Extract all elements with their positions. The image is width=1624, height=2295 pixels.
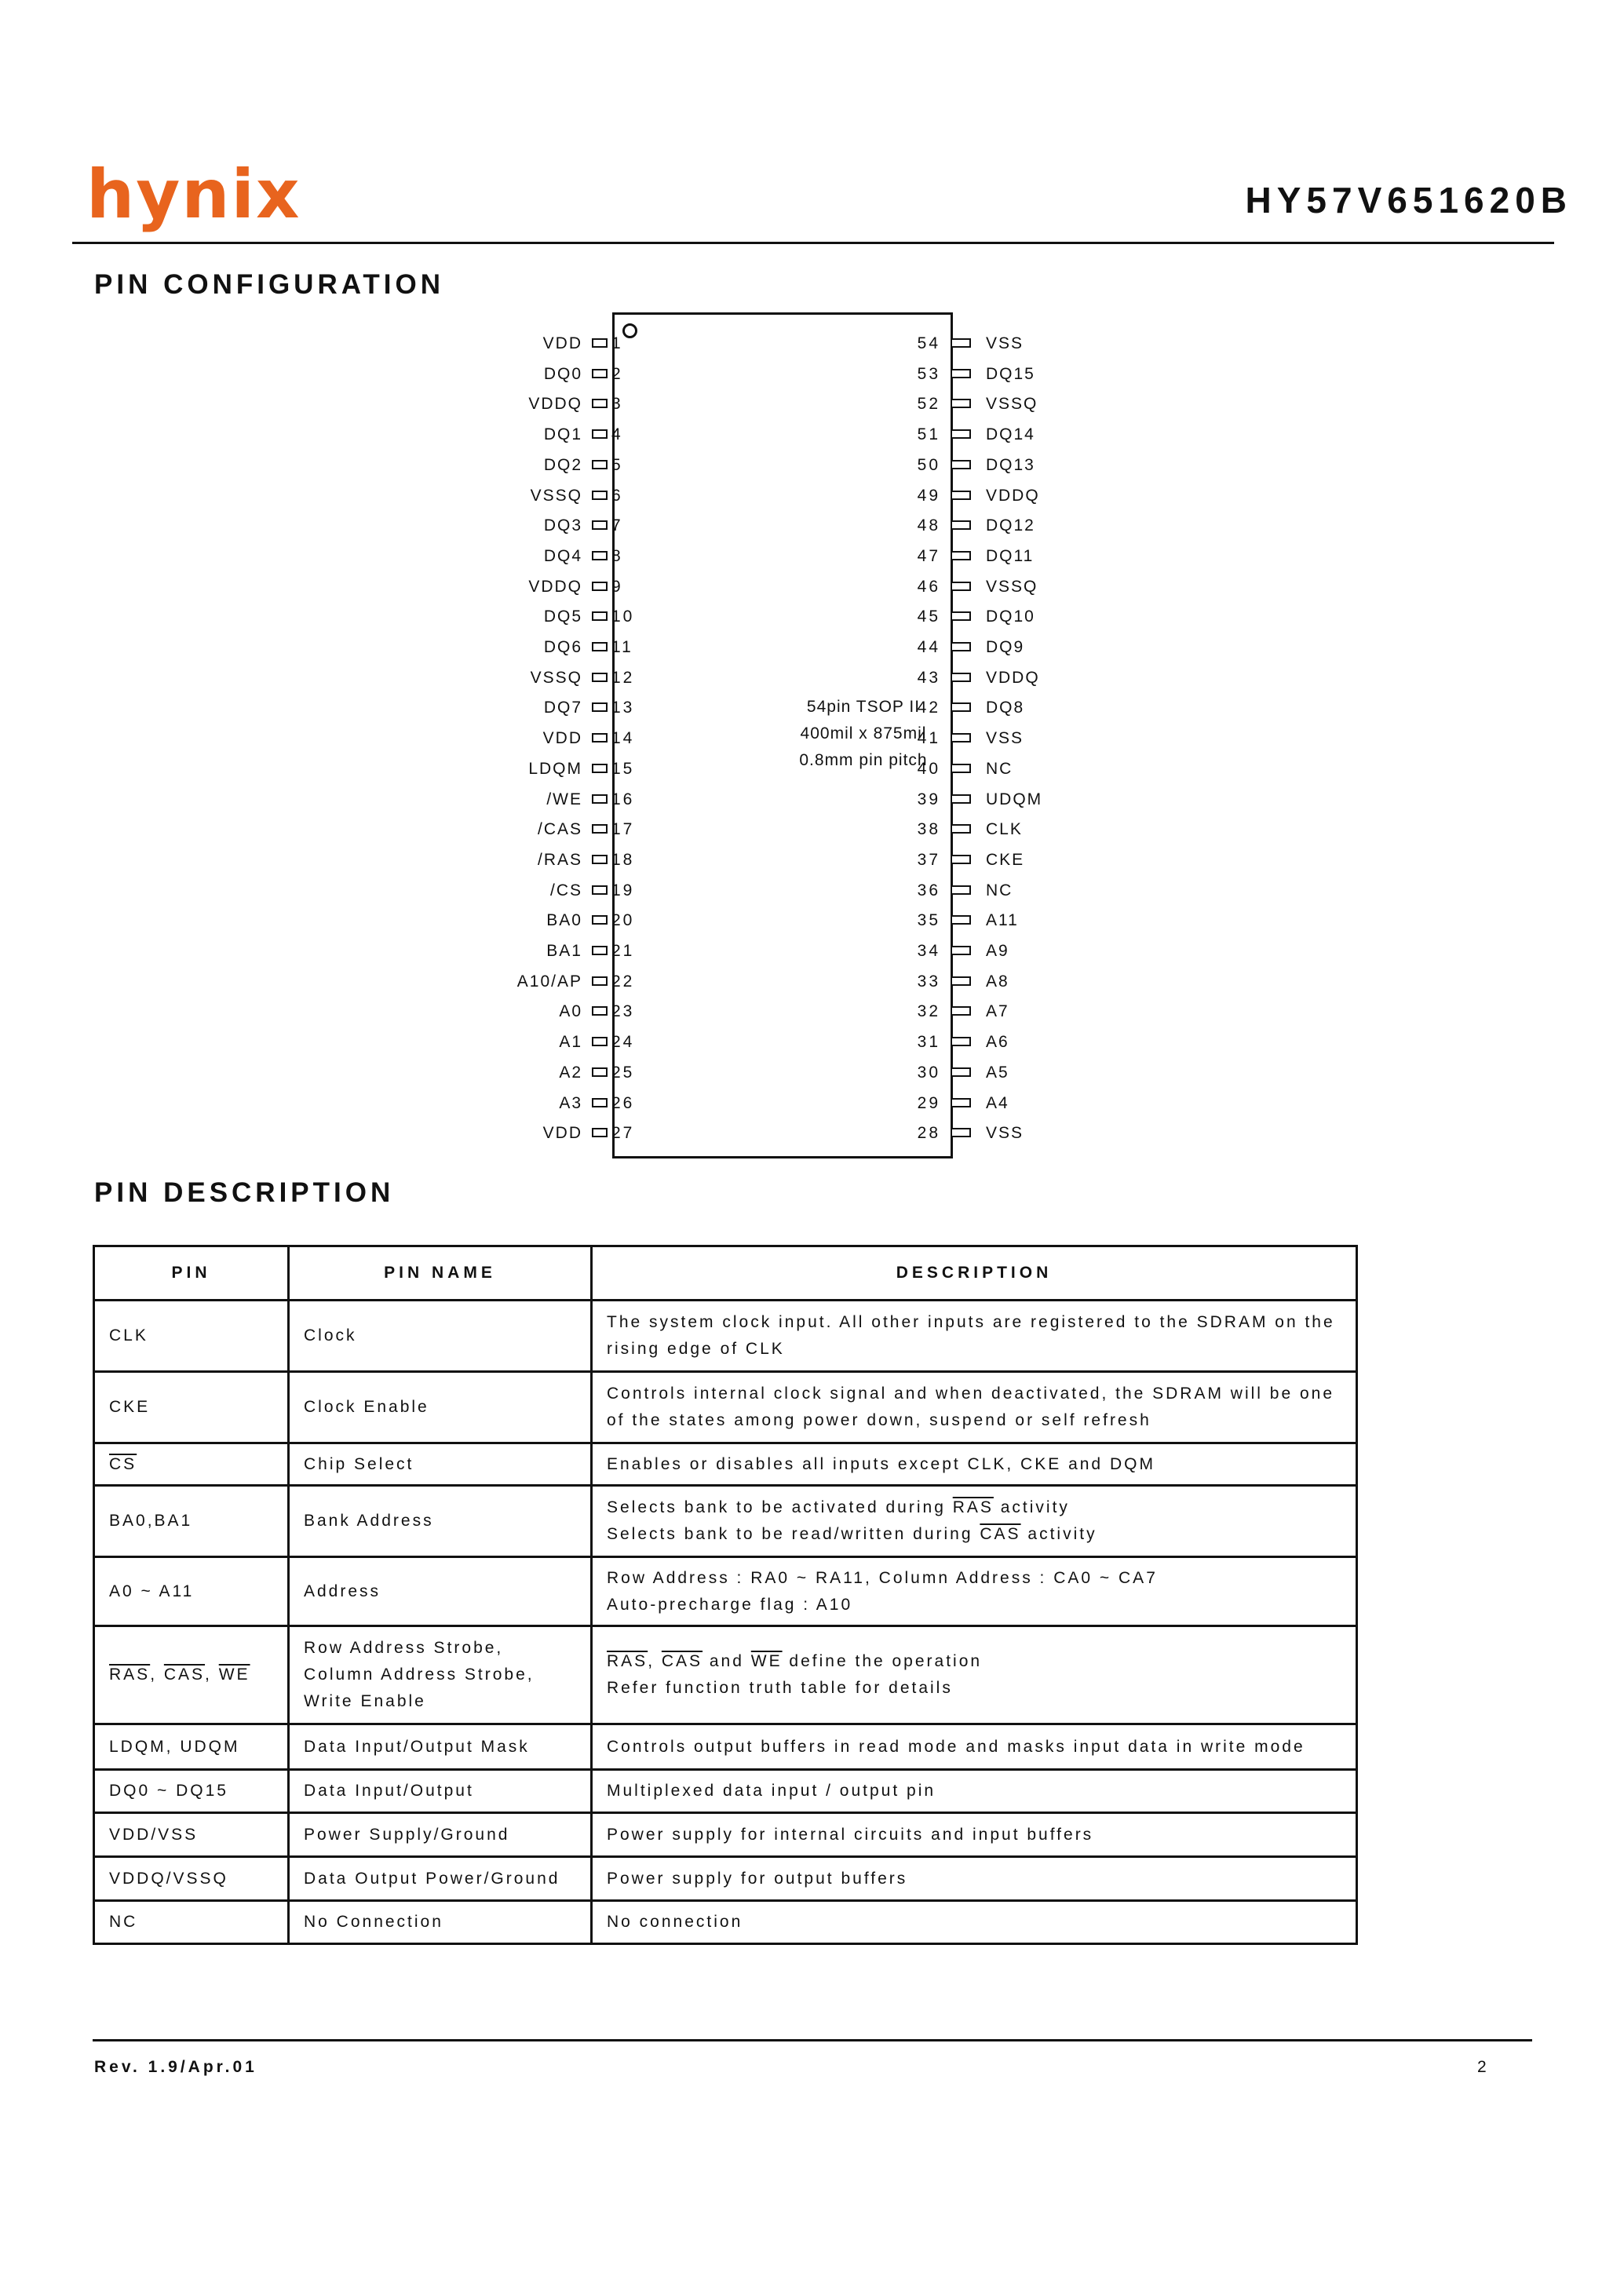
description-line: The system clock input. All other inputs are registered to the SDRAM on the	[607, 1313, 1335, 1331]
pin-label: A1	[559, 1033, 582, 1052]
table-row	[94, 1372, 1357, 1443]
revision-label: Rev. 1.9/Apr.01	[94, 2058, 257, 2076]
pin-label: VDDQ	[528, 395, 582, 414]
right-pin	[471, 608, 1067, 626]
pin-label: VDD	[542, 729, 582, 748]
pin-label: DQ9	[986, 638, 1025, 656]
pin-lead	[951, 551, 971, 560]
description-line: Refer function truth table for details	[607, 1679, 953, 1697]
right-pin	[471, 972, 1067, 991]
pin-label: CKE	[986, 850, 1025, 869]
right-pin	[471, 395, 1067, 414]
table-row	[94, 1724, 1357, 1770]
package-type: 54pin TSOP II	[806, 698, 921, 716]
description-cell	[592, 1557, 1357, 1626]
pin-name-cell: Data Output Power/Ground	[289, 1857, 592, 1901]
pin-number: 51	[917, 425, 940, 444]
table-row	[94, 1443, 1357, 1486]
header-rule	[72, 242, 1554, 244]
description-cell: Controls output buffers in read mode and masks input data in write mode	[592, 1724, 1357, 1770]
pin-label: VSSQ	[530, 486, 582, 505]
pin-lead	[951, 764, 971, 773]
description-cell: Enables or disables all inputs except CLK, CKE and DQM	[592, 1443, 1357, 1486]
pin-number: 24	[611, 1033, 635, 1052]
pin-description-table	[93, 1245, 1358, 1945]
pin-lead	[951, 582, 971, 591]
pin-label: /CAS	[537, 820, 582, 839]
pin-number: 3	[611, 395, 623, 414]
pin-number: 18	[611, 850, 635, 869]
right-pin	[471, 578, 1067, 597]
pin-label: A10/AP	[516, 972, 582, 991]
pin-number: 43	[917, 668, 940, 687]
pin-lead	[951, 338, 971, 348]
pin-number: 50	[917, 455, 940, 474]
pin-lead	[951, 399, 971, 408]
pin-number: 48	[917, 516, 940, 535]
header-pin: PIN	[94, 1246, 289, 1301]
description-cell: Power supply for internal circuits and input buffers	[592, 1813, 1357, 1857]
right-pin	[471, 547, 1067, 566]
pin-label: DQ13	[986, 455, 1035, 474]
right-pin	[471, 699, 1067, 717]
pin-label: VSS	[986, 1124, 1024, 1143]
pin-label: A7	[986, 1002, 1009, 1021]
pin-number: 1	[611, 334, 623, 352]
pin-number: 9	[611, 577, 623, 596]
pin-lead	[951, 976, 971, 986]
pin-number: 19	[611, 881, 635, 899]
pin-cell: VDD/VSS	[94, 1813, 289, 1857]
pin-number: 41	[917, 729, 940, 748]
pin-cell: A0 ~ A11	[94, 1557, 289, 1626]
pin-label: DQ15	[986, 364, 1035, 383]
pin-label: A0	[559, 1002, 582, 1021]
pin-label: VSSQ	[986, 577, 1038, 596]
pin-number: 52	[917, 395, 940, 414]
right-pin	[471, 911, 1067, 930]
pin-label: DQ10	[986, 608, 1035, 626]
pin-label: DQ7	[543, 699, 582, 717]
pin-label: /CS	[549, 881, 582, 899]
table-row	[94, 1626, 1357, 1724]
pin-lead	[951, 1067, 971, 1077]
right-pin	[471, 1033, 1067, 1052]
right-pin	[471, 1124, 1067, 1143]
pin-number: 36	[917, 881, 940, 899]
pin-cell	[94, 1443, 289, 1486]
pin-number: 39	[917, 790, 940, 808]
cas-overlined: $\overline{CAS}$	[980, 1525, 1021, 1543]
right-pin	[471, 456, 1067, 475]
pin-label: A5	[986, 1063, 1009, 1082]
pin-number: 2	[611, 364, 623, 383]
part-number: HY57V651620B	[1245, 180, 1572, 221]
pin-label: VSS	[986, 729, 1024, 748]
pin-number: 46	[917, 577, 940, 596]
pin-number: 54	[917, 334, 940, 352]
pin-label: NC	[986, 759, 1013, 778]
package-pitch: 0.8mm pin pitch	[799, 751, 928, 769]
pin-diagram	[471, 306, 1067, 1177]
pin-label: NC	[986, 881, 1013, 899]
pin-number: 17	[611, 820, 635, 839]
table-row	[94, 1557, 1357, 1626]
pin-label: BA1	[546, 942, 582, 960]
right-pin	[471, 669, 1067, 688]
right-pin	[471, 425, 1067, 444]
pin-name-cell: Clock Enable	[289, 1372, 592, 1443]
right-pin	[471, 790, 1067, 809]
pin-lead	[951, 491, 971, 500]
description-cell: No connection	[592, 1901, 1357, 1944]
pin-number: 33	[917, 972, 940, 991]
pin-lead	[951, 824, 971, 834]
table-header-row	[94, 1246, 1357, 1301]
pin-lead	[951, 1037, 971, 1046]
pin-label: DQ1	[543, 425, 582, 444]
right-pin	[471, 487, 1067, 505]
pin-number: 45	[917, 608, 940, 626]
pin-name-cell: Row Address Strobe, Column Address Strobe, Write Enable	[289, 1626, 592, 1724]
pin-number: 32	[917, 1002, 940, 1021]
pin-number: 5	[611, 455, 623, 474]
pin-number: 47	[917, 546, 940, 565]
pin-number: 44	[917, 638, 940, 656]
description-line: Controls internal clock signal and when deactivated, the SDRAM will be one	[607, 1385, 1335, 1403]
description-line: Selects bank to be activated during $\overline{RAS}$ activity	[607, 1498, 1070, 1516]
ras-overlined: $\overline{RAS}$	[952, 1498, 994, 1516]
pin-number: 21	[611, 942, 635, 960]
pin-number: 13	[611, 699, 635, 717]
pin-label: VDD	[542, 1124, 582, 1143]
pin-label: VSSQ	[530, 668, 582, 687]
pin-number: 16	[611, 790, 635, 808]
pin-label: VDDQ	[528, 577, 582, 596]
pin-number: 35	[917, 911, 940, 930]
pin-cell: CLK	[94, 1301, 289, 1372]
pin-number: 10	[611, 608, 635, 626]
pin-number: 49	[917, 486, 940, 505]
pin-lead	[951, 520, 971, 530]
right-pin	[471, 881, 1067, 900]
table-row	[94, 1813, 1357, 1857]
pin-number: 11	[611, 638, 633, 656]
pin-name-cell: Data Input/Output	[289, 1770, 592, 1813]
hynix-logo: hynix	[86, 155, 301, 234]
description-line: $\overline{RAS}$, $\overline{CAS}$ and $\overline{WE}$ define the operation	[607, 1652, 983, 1670]
pin-label: A9	[986, 942, 1009, 960]
pin-name-cell: Data Input/Output Mask	[289, 1724, 592, 1770]
pin-number: 27	[611, 1124, 635, 1143]
pin-number: 4	[611, 425, 623, 444]
right-pin	[471, 820, 1067, 839]
pin-name-cell: Power Supply/Ground	[289, 1813, 592, 1857]
pin-lead	[951, 794, 971, 804]
pin-label: DQ5	[543, 608, 582, 626]
pin-lead	[951, 611, 971, 621]
pin-number: 40	[917, 759, 940, 778]
pin-number: 23	[611, 1002, 635, 1021]
pin-label: VDDQ	[986, 486, 1040, 505]
pin-label: DQ11	[986, 546, 1035, 565]
pin-number: 22	[611, 972, 635, 991]
pin-label: VSS	[986, 334, 1024, 352]
pin-number: 8	[611, 546, 623, 565]
pin-configuration-title: PIN CONFIGURATION	[94, 269, 445, 300]
table-row	[94, 1301, 1357, 1372]
pin-label: DQ3	[543, 516, 582, 535]
pin-number: 26	[611, 1093, 635, 1112]
pin-label: VDD	[542, 334, 582, 352]
pin-number: 28	[917, 1124, 940, 1143]
right-pin	[471, 1002, 1067, 1021]
pin-label: VDDQ	[986, 668, 1040, 687]
header-description: DESCRIPTION	[592, 1246, 1357, 1301]
pin-lead	[951, 1128, 971, 1137]
description-line: rising edge of CLK	[607, 1340, 785, 1358]
pin-number: 20	[611, 911, 635, 930]
pin-lead	[951, 885, 971, 895]
pin-number: 25	[611, 1063, 635, 1082]
pin-cell: NC	[94, 1901, 289, 1944]
pin-lead	[951, 429, 971, 439]
pin-lead	[951, 369, 971, 378]
pin-label: A6	[986, 1033, 1009, 1052]
description-cell	[592, 1301, 1357, 1372]
right-pin	[471, 942, 1067, 961]
right-pin	[471, 1064, 1067, 1082]
description-cell: Multiplexed data input / output pin	[592, 1770, 1357, 1813]
description-cell	[592, 1626, 1357, 1724]
table-row	[94, 1486, 1357, 1557]
pin-label: DQ14	[986, 425, 1035, 444]
pin-label: DQ4	[543, 546, 582, 565]
pin-number: 34	[917, 942, 940, 960]
pin-name-cell: Clock	[289, 1301, 592, 1372]
pin-number: 6	[611, 486, 623, 505]
cs-overlined: $\overline{CS}$	[109, 1454, 137, 1473]
pin-name-cell: No Connection	[289, 1901, 592, 1944]
pin-cell: BA0,BA1	[94, 1486, 289, 1557]
right-pin	[471, 1094, 1067, 1113]
pin-cell: DQ0 ~ DQ15	[94, 1770, 289, 1813]
pin-lead	[951, 1006, 971, 1016]
pin-number: 31	[917, 1033, 940, 1052]
page-number: 2	[1477, 2058, 1487, 2076]
pin-label: DQ6	[543, 638, 582, 656]
pin-label: A4	[986, 1093, 1009, 1112]
pin-label: A2	[559, 1063, 582, 1082]
pin-name-cell: Bank Address	[289, 1486, 592, 1557]
table-row	[94, 1857, 1357, 1901]
footer-rule	[93, 2039, 1532, 2041]
pin-label: DQ8	[986, 699, 1025, 717]
pin-label: A11	[986, 911, 1019, 930]
pin-cell: VDDQ/VSSQ	[94, 1857, 289, 1901]
pin-lead	[951, 702, 971, 712]
pin-name-cell: Address	[289, 1557, 592, 1626]
pin-label: BA0	[546, 911, 582, 930]
description-cell	[592, 1372, 1357, 1443]
pin-description-title: PIN DESCRIPTION	[94, 1177, 395, 1208]
pin-lead	[951, 855, 971, 864]
right-pin	[471, 365, 1067, 384]
table-row	[94, 1901, 1357, 1944]
pin-label: A8	[986, 972, 1009, 991]
description-cell: Power supply for output buffers	[592, 1857, 1357, 1901]
pin-number: 15	[611, 759, 635, 778]
pin-number: 7	[611, 516, 623, 535]
pin-number: 37	[917, 850, 940, 869]
right-pin	[471, 729, 1067, 748]
pin-label: UDQM	[986, 790, 1043, 808]
description-line: of the states among power down, suspend or self refresh	[607, 1411, 1151, 1429]
description-cell	[592, 1486, 1357, 1557]
pin-name-cell: Chip Select	[289, 1443, 592, 1486]
pin-label: DQ2	[543, 455, 582, 474]
pin-number: 53	[917, 364, 940, 383]
pin-number: 38	[917, 820, 940, 839]
pin-lead	[951, 915, 971, 925]
pin-lead	[951, 733, 971, 742]
right-pin	[471, 516, 1067, 535]
description-line: Selects bank to be read/written during $\overline{CAS}$ activity	[607, 1525, 1097, 1543]
pin-number: 14	[611, 729, 635, 748]
pin-label: /RAS	[537, 850, 582, 869]
description-line: Row Address : RA0 ~ RA11, Column Address : CA0 ~ CA7	[607, 1568, 1158, 1587]
pin-cell: CKE	[94, 1372, 289, 1443]
table-row	[94, 1770, 1357, 1813]
pin-lead	[951, 946, 971, 955]
pin-lead	[951, 673, 971, 682]
pin-label: CLK	[986, 820, 1023, 839]
pin-number: 29	[917, 1093, 940, 1112]
right-pin	[471, 638, 1067, 657]
pin-label: VSSQ	[986, 395, 1038, 414]
right-pin	[471, 851, 1067, 870]
description-line: Auto-precharge flag : A10	[607, 1595, 853, 1614]
pin-cell: $\overline{RAS}$, $\overline{CAS}$, $\overline{WE}$	[94, 1626, 289, 1724]
right-pin	[471, 334, 1067, 353]
pin-label: DQ12	[986, 516, 1035, 535]
pin-cell: LDQM, UDQM	[94, 1724, 289, 1770]
header-pin-name: PIN NAME	[289, 1246, 592, 1301]
pin-label: A3	[559, 1093, 582, 1112]
pin-label: /WE	[546, 790, 582, 808]
pin-lead	[951, 642, 971, 651]
pin-label: LDQM	[528, 759, 582, 778]
pin-number: 30	[917, 1063, 940, 1082]
pin-number: 12	[611, 668, 635, 687]
pin-label: DQ0	[543, 364, 582, 383]
right-pin	[471, 760, 1067, 779]
pin-number: 42	[917, 699, 940, 717]
pin-lead	[951, 460, 971, 469]
package-size: 400mil x 875mil	[800, 724, 927, 742]
pin-lead	[951, 1098, 971, 1107]
